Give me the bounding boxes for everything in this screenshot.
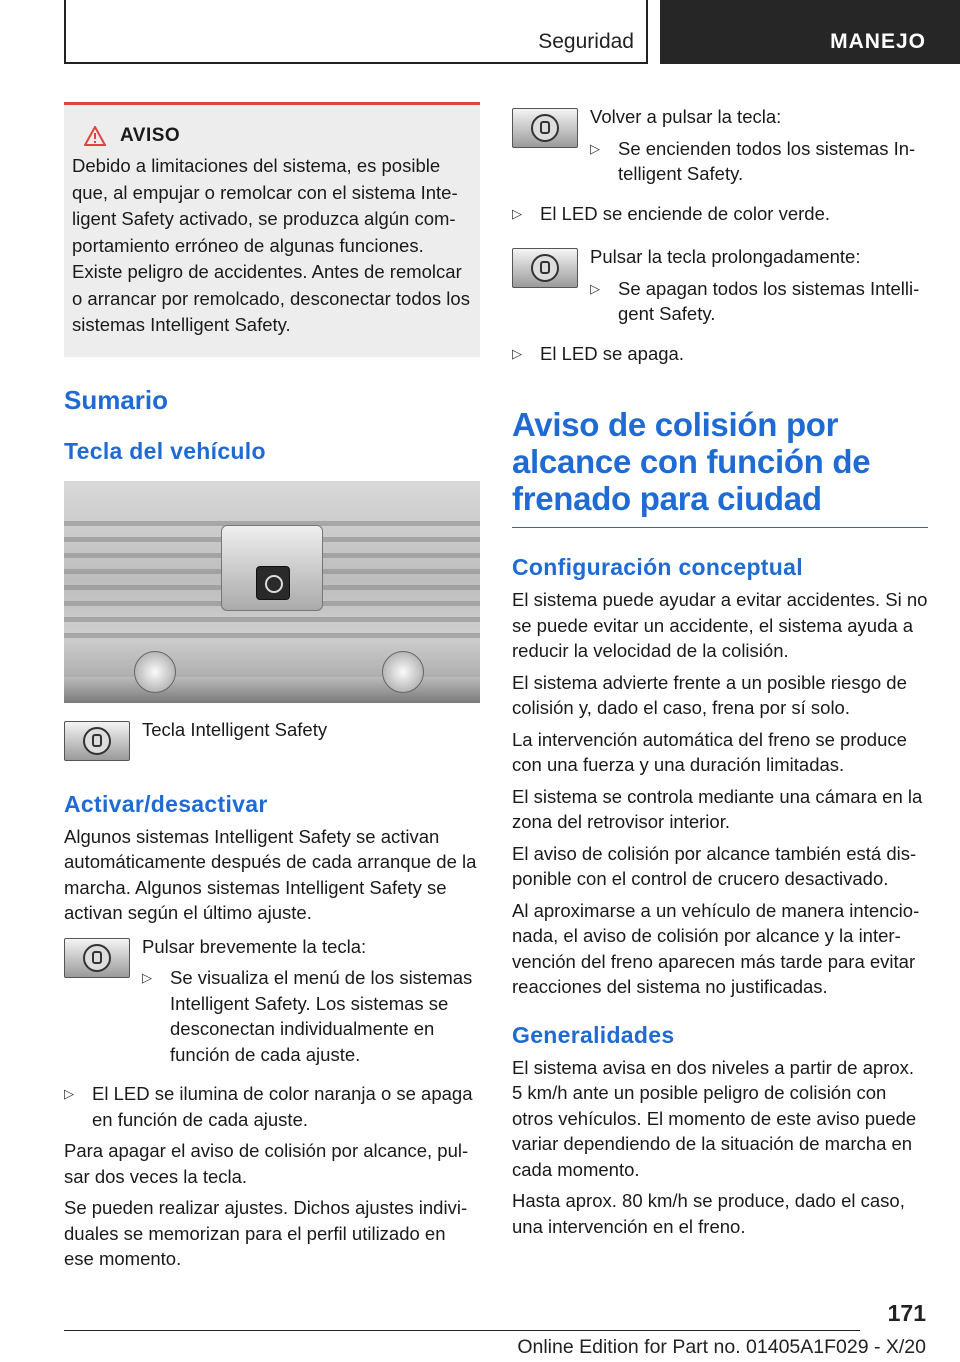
vehicle-key-photo [64, 481, 480, 703]
section-title: Seguridad [538, 30, 634, 53]
heading-aviso-colision: Aviso de colisión por alcance con función de frenado para ciudad [512, 406, 871, 517]
paragraph: Se pueden realizar ajustes. Dichos ajustes individuales se memorizan para el perfil utilizado en ese momento. [64, 1197, 468, 1269]
warning-box [64, 102, 480, 357]
footer-edition: Online Edition for Part no. 01405A1F029 - X/20 [517, 1336, 926, 1358]
right-column [512, 102, 928, 1245]
paragraph: El sistema advierte frente a un posible riesgo de colisión y, dado el caso, frena por sí solo. [512, 671, 907, 718]
paragraph: El sistema puede ayudar a evitar accidentes. Si no se puede evitar un accidente, el sistema ayuda a reducir la velocidad de la colisión. [512, 589, 928, 661]
header-rule-left [64, 0, 66, 64]
list-item: ▷ El LED se enciende de color verde. [512, 201, 928, 227]
page-number: 171 [887, 1300, 926, 1326]
paragraph: Hasta aprox. 80 km/h se produce, dado el caso, una intervención en el freno. [512, 1190, 905, 1237]
list-item: ▷ El LED se ilumina de color naranja o se apaga en función de cada ajuste. [64, 1081, 480, 1132]
intelligent-safety-button-icon [512, 248, 578, 288]
press-short-label: Pulsar brevemente la tecla: [142, 935, 367, 957]
list-item: ▷ Se apagan todos los sistemas Intelligent Safety. [590, 276, 928, 327]
key-caption-row [64, 718, 480, 761]
paragraph: Al aproximarse a un vehículo de manera intencionada, el aviso de colisión por alcance y la intervención del freno aparecen más tarde para evitar reacciones del sistema no justificadas. [512, 899, 920, 997]
intelligent-safety-button-icon [64, 938, 130, 978]
heading-sumario: Sumario [64, 384, 169, 415]
intelligent-safety-button-icon [512, 108, 578, 148]
paragraph: El sistema se controla mediante una cámara en la zona del retrovisor interior. [512, 785, 923, 832]
key-caption: Tecla Intelligent Safety [142, 718, 328, 740]
chapter-tab[interactable] [660, 0, 960, 64]
heading-configuracion: Configuración conceptual [512, 554, 803, 580]
warning-title: AVISO [120, 125, 181, 146]
left-column [64, 102, 480, 1278]
chapter-label: MANEJO [830, 30, 926, 53]
list-item: ▷ Se encienden todos los sistemas Intelligent Safety. [590, 136, 928, 187]
footer-rule [64, 1330, 860, 1331]
paragraph: El aviso de colisión por alcance también está disponible con el control de crucero desactivado. [512, 842, 917, 889]
heading-tecla: Tecla del vehículo [64, 437, 266, 464]
warning-text: Debido a limitaciones del sistema, es posible que, al empujar o remolcar con el sistema Inteligent Safety activado, se produzca algún comportamiento erróneo de algunas funciones. Existe peligro de accidentes. Antes de remolcar o arrancar por remolcado, desconectar todos los sistemas Intelligent Safety. [72, 155, 470, 335]
press-long-label: Pulsar la tecla prolongadamente: [590, 246, 861, 267]
warning-triangle-icon [84, 126, 106, 146]
header-rule-bottom [64, 62, 648, 64]
heading-rule [512, 527, 928, 528]
list-item: ▷ El LED se apaga. [512, 341, 928, 367]
paragraph: Para apagar el aviso de colisión por alcance, pulsar dos veces la tecla. [64, 1140, 469, 1187]
activar-paragraph: Algunos sistemas Intelligent Safety se activan automáticamente después de cada arranque de la marcha. Algunos sistemas Intelligent Safety se activan según el último ajuste. [64, 825, 477, 923]
press-again-label: Volver a pulsar la tecla: [590, 106, 782, 127]
intelligent-safety-switch [256, 566, 290, 600]
intelligent-safety-button-icon [64, 721, 130, 761]
list-item: ▷ Se visualiza el menú de los sistemas Intelligent Safety. Los sistemas se desconectan individualmente en función de cada ajuste. [142, 965, 480, 1067]
press-long-row [512, 248, 928, 335]
header-rule-right [646, 0, 648, 64]
paragraph: La intervención automática del freno se produce con una fuerza y una duración limitadas. [512, 728, 907, 775]
switch-panel [221, 525, 323, 611]
press-again-row [512, 108, 928, 195]
heading-generalidades: Generalidades [512, 1021, 675, 1048]
heading-activar: Activar/desactivar [64, 790, 268, 817]
press-short-row [64, 935, 480, 1076]
paragraph: El sistema avisa en dos niveles a partir de aprox. 5 km/h ante un posible peligro de colisión con otros vehículos. El momento de este aviso puede variar dependiendo de la situación de marcha en cada momento. [512, 1056, 917, 1180]
